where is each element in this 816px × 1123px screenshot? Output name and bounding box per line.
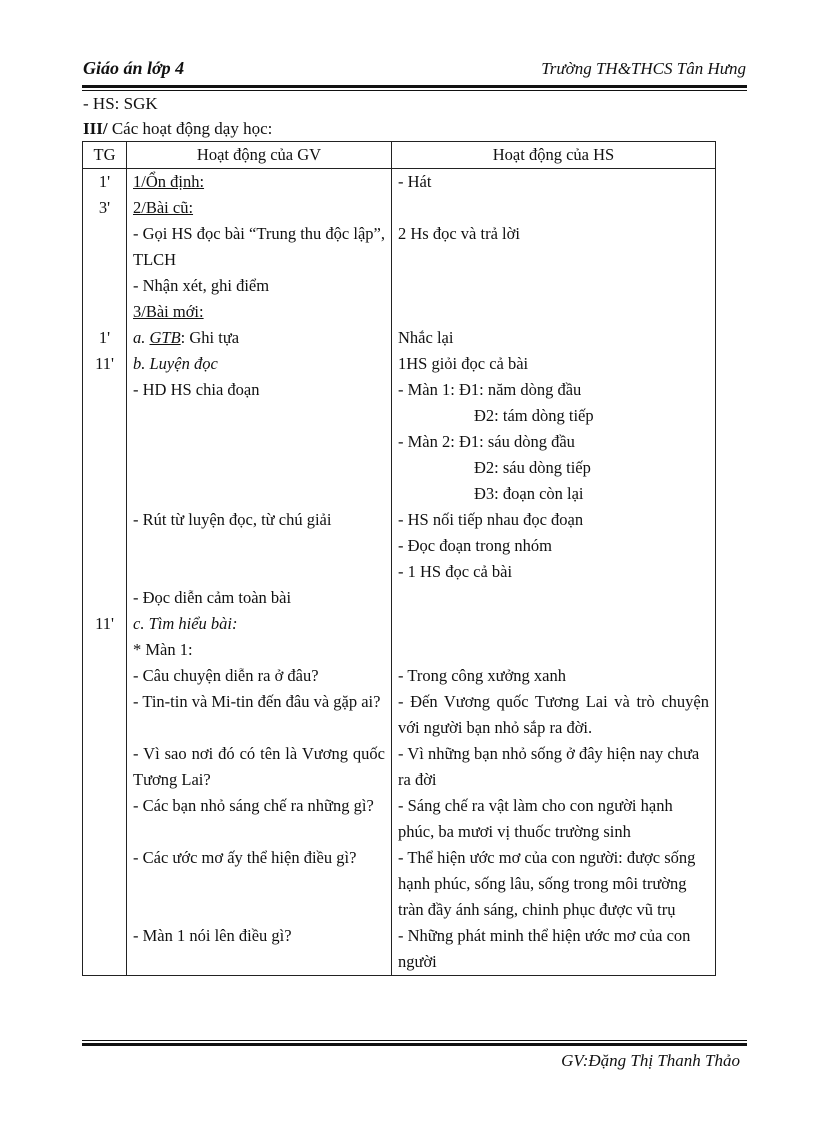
footer-rule-thin [82,1040,747,1041]
hs-cell [392,507,716,585]
hs-cell: - Trong công xưởng xanh [392,663,716,689]
gv-cell: - Màn 1 nói lên điều gì? [127,923,392,976]
section-heading [83,119,272,139]
hs-cell: - Hát [392,169,716,196]
hs-cell: - Vì những bạn nhỏ sống ở đây hiện nay chưa ra đời [392,741,716,793]
header-school: Trường TH&THCS Tân Hưng [541,59,746,78]
hs-line: Đ3: đoạn còn lại [474,484,584,503]
hs-cell: - Thể hiện ước mơ của con người: được sống hạnh phúc, sống lâu, sống trong môi trường tràn đầy ánh sáng, chinh phục được vũ trụ [392,845,716,923]
time-cell [83,507,127,585]
gv-cell: - HD HS chia đoạn [127,377,392,507]
hs-cell [392,585,716,611]
hs-cell: 1HS giỏi đọc cả bài [392,351,716,377]
time-cell [83,273,127,299]
gv-cell: - Các ước mơ ấy thể hiện điều gì? [127,845,392,923]
gv-prefix: a. [133,328,150,347]
footer-rule-thick [82,1043,747,1046]
header-tg: TG [83,142,127,169]
hs-cell: - Đến Vương quốc Tương Lai và trò chuyện với người bạn nhỏ sắp ra đời. [392,689,716,741]
gv-cell [127,325,392,351]
table-row [83,325,716,351]
time-cell [83,377,127,507]
table-row [83,793,716,845]
gv-cell: - Nhận xét, ghi điểm [127,273,392,299]
time-cell [83,637,127,663]
header-rule-thin [82,90,747,91]
time-cell: 1' [83,325,127,351]
gv-cell: - Rút từ luyện đọc, từ chú giải [127,507,392,585]
gv-cell: - Gọi HS đọc bài “Trung thu độc lập”, TLCH [127,221,392,273]
time-cell [83,689,127,741]
gv-cell: - Vì sao nơi đó có tên là Vương quốc Tương Lai? [127,741,392,793]
table-row [83,195,716,221]
table-row [83,299,716,325]
hs-cell [392,611,716,637]
table-row [83,663,716,689]
table-row [83,351,716,377]
table-header-row [83,142,716,169]
section-title: Các hoạt động dạy học: [107,119,273,138]
hs-cell: - Sáng chế ra vật làm cho con người hạnh phúc, ba mươi vị thuốc trường sinh [392,793,716,845]
gv-cell: * Màn 1: [127,637,392,663]
lesson-table [82,141,716,976]
hs-cell: - Những phát minh thể hiện ước mơ của con người [392,923,716,976]
gv-rest: : Ghi tựa [180,328,240,347]
gv-cell: - Tin-tin và Mi-tin đến đâu và gặp ai? [127,689,392,741]
header-hs: Hoạt động của HS [392,142,716,169]
table-row [83,221,716,273]
hs-line: - Màn 1: Đ1: năm dòng đầu [398,380,582,399]
hs-cell: 2 Hs đọc và trả lời [392,221,716,273]
table-row [83,741,716,793]
table-row [83,169,716,196]
table-row [83,845,716,923]
time-cell [83,923,127,976]
hs-cell [392,377,716,507]
time-cell [83,221,127,273]
table-row [83,585,716,611]
section-number: III/ [83,119,108,138]
hs-cell [392,273,716,299]
hs-cell [392,637,716,663]
gv-cell: - Đọc diễn cảm toàn bài [127,585,392,611]
time-cell [83,663,127,689]
table-row [83,507,716,585]
gv-cell: b. Luyện đọc [127,351,392,377]
hs-line: Đ2: sáu dòng tiếp [474,458,591,477]
table-row [83,923,716,976]
time-cell: 1' [83,169,127,196]
table-row [83,689,716,741]
gv-cell: 2/Bài cũ: [127,195,392,221]
gv-cell: 3/Bài mới: [127,299,392,325]
gv-cell: - Câu chuyện diễn ra ở đâu? [127,663,392,689]
gv-cell: - Các bạn nhỏ sáng chế ra những gì? [127,793,392,845]
header-rule-thick [82,85,747,88]
time-cell: 11' [83,611,127,637]
time-cell: 3' [83,195,127,221]
time-cell [83,741,127,793]
time-cell [83,845,127,923]
table-row [83,637,716,663]
time-cell [83,793,127,845]
hs-cell: Nhắc lại [392,325,716,351]
time-cell [83,299,127,325]
table-row [83,611,716,637]
gv-cell: c. Tìm hiểu bài: [127,611,392,637]
header-gv: Hoạt động của GV [127,142,392,169]
hs-line: Đ2: tám dòng tiếp [474,406,594,425]
gv-label: GTB [149,328,181,347]
time-cell: 11' [83,351,127,377]
hs-cell [392,195,716,221]
table-row [83,377,716,507]
hs-line: - Màn 2: Đ1: sáu dòng đầu [398,432,575,451]
header-subject: Giáo án lớp 4 [83,58,185,78]
gv-cell: 1/Ổn định: [127,169,392,196]
intro-line: - HS: SGK [83,94,158,113]
footer-teacher: GV:Đặng Thị Thanh Thảo [561,1051,740,1070]
table-row [83,273,716,299]
hs-line: - HS nối tiếp nhau đọc đoạn [398,510,584,529]
hs-cell [392,299,716,325]
time-cell [83,585,127,611]
hs-line: - 1 HS đọc cả bài [398,562,513,581]
hs-line: - Đọc đoạn trong nhóm [398,536,552,555]
